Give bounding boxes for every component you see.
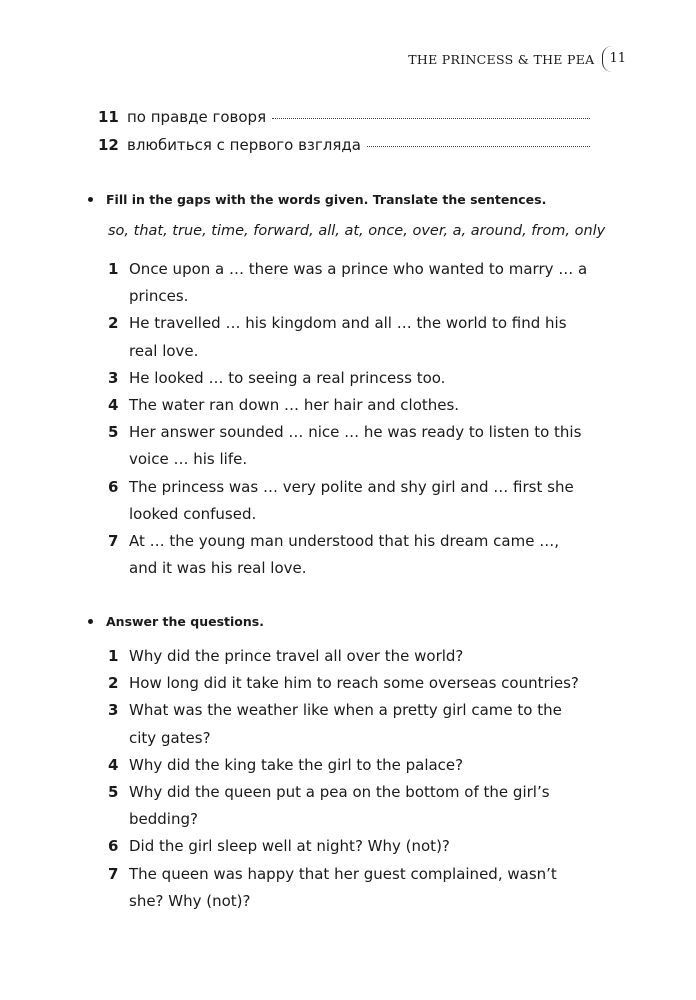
list-item xyxy=(108,474,590,528)
vocab-text: влюбиться с первого взгляда xyxy=(127,136,361,154)
word-bank: so, that, true, time, forward, all, at, once, over, a, around, from, only xyxy=(108,223,606,239)
item-number: 1 xyxy=(108,647,119,665)
item-text: He looked … to seeing a real princess too. xyxy=(129,368,446,387)
page-header xyxy=(300,46,626,72)
item-text: The princess was … very polite and shy girl and … first she looked confused. xyxy=(129,477,574,523)
item-text: Why did the queen put a pea on the bottom of the girl’s bedding? xyxy=(129,783,550,829)
bullet-icon xyxy=(88,197,93,202)
running-title: THE PRINCESS & THE PEA xyxy=(408,51,595,67)
item-text: Did the girl sleep well at night? Why (not)? xyxy=(129,837,450,856)
bullet-icon xyxy=(88,619,93,624)
item-number: 6 xyxy=(108,477,119,496)
list-item xyxy=(108,643,590,670)
item-number: 6 xyxy=(108,837,119,856)
list-item xyxy=(108,670,590,697)
task1-instruction: Fill in the gaps with the words given. Translate the sentences. xyxy=(106,191,547,207)
answer-dotted-line xyxy=(367,146,590,147)
item-text: The water ran down … her hair and clothes. xyxy=(129,396,460,415)
vocab-item xyxy=(98,108,590,132)
list-item xyxy=(108,392,590,419)
list-item xyxy=(108,419,590,473)
item-text: Why did the king take the girl to the palace? xyxy=(129,755,464,774)
item-number: 3 xyxy=(108,368,119,387)
item-text: What was the weather like when a pretty girl came to the city gates? xyxy=(129,701,562,747)
answer-dotted-line xyxy=(272,118,590,119)
item-number: 7 xyxy=(108,864,119,883)
item-number: 2 xyxy=(108,674,119,693)
item-text: Once upon a … there was a prince who wanted to marry … a princes. xyxy=(129,260,588,306)
item-number: 4 xyxy=(108,396,119,415)
vocab-number: 12 xyxy=(98,136,119,154)
list-item xyxy=(108,779,590,833)
item-number: 1 xyxy=(108,260,119,278)
task2-instruction: Answer the questions. xyxy=(106,613,264,629)
item-text: The queen was happy that her guest complained, wasn’t she? Why (not)? xyxy=(129,864,557,910)
page-number: 11 xyxy=(602,46,626,72)
vocab-number: 11 xyxy=(98,108,119,126)
item-number: 4 xyxy=(108,755,119,774)
list-item xyxy=(108,833,590,860)
item-text: Why did the prince travel all over the world? xyxy=(129,647,464,665)
list-item xyxy=(108,861,590,915)
list-item xyxy=(108,310,590,364)
item-number: 5 xyxy=(108,423,119,442)
item-number: 3 xyxy=(108,701,119,720)
item-text: At … the young man understood that his dream came …, and it was his real love. xyxy=(129,532,559,578)
task-instruction xyxy=(88,611,590,631)
list-item xyxy=(108,256,590,310)
list-item xyxy=(108,752,590,779)
vocab-item xyxy=(98,136,590,160)
item-number: 7 xyxy=(108,532,119,551)
item-text: He travelled … his kingdom and all … the world to find his real love. xyxy=(129,314,567,360)
list-item xyxy=(108,697,590,751)
item-text: How long did it take him to reach some overseas countries? xyxy=(129,674,579,693)
gap-fill-list xyxy=(108,256,590,582)
task-instruction xyxy=(88,189,590,209)
list-item xyxy=(108,528,590,582)
questions-list xyxy=(108,643,590,915)
item-number: 5 xyxy=(108,783,119,802)
list-item xyxy=(108,365,590,392)
item-text: Her answer sounded … nice … he was ready to listen to this voice … his life. xyxy=(129,423,582,469)
item-number: 2 xyxy=(108,314,119,333)
vocab-text: по правде говоря xyxy=(127,108,267,126)
